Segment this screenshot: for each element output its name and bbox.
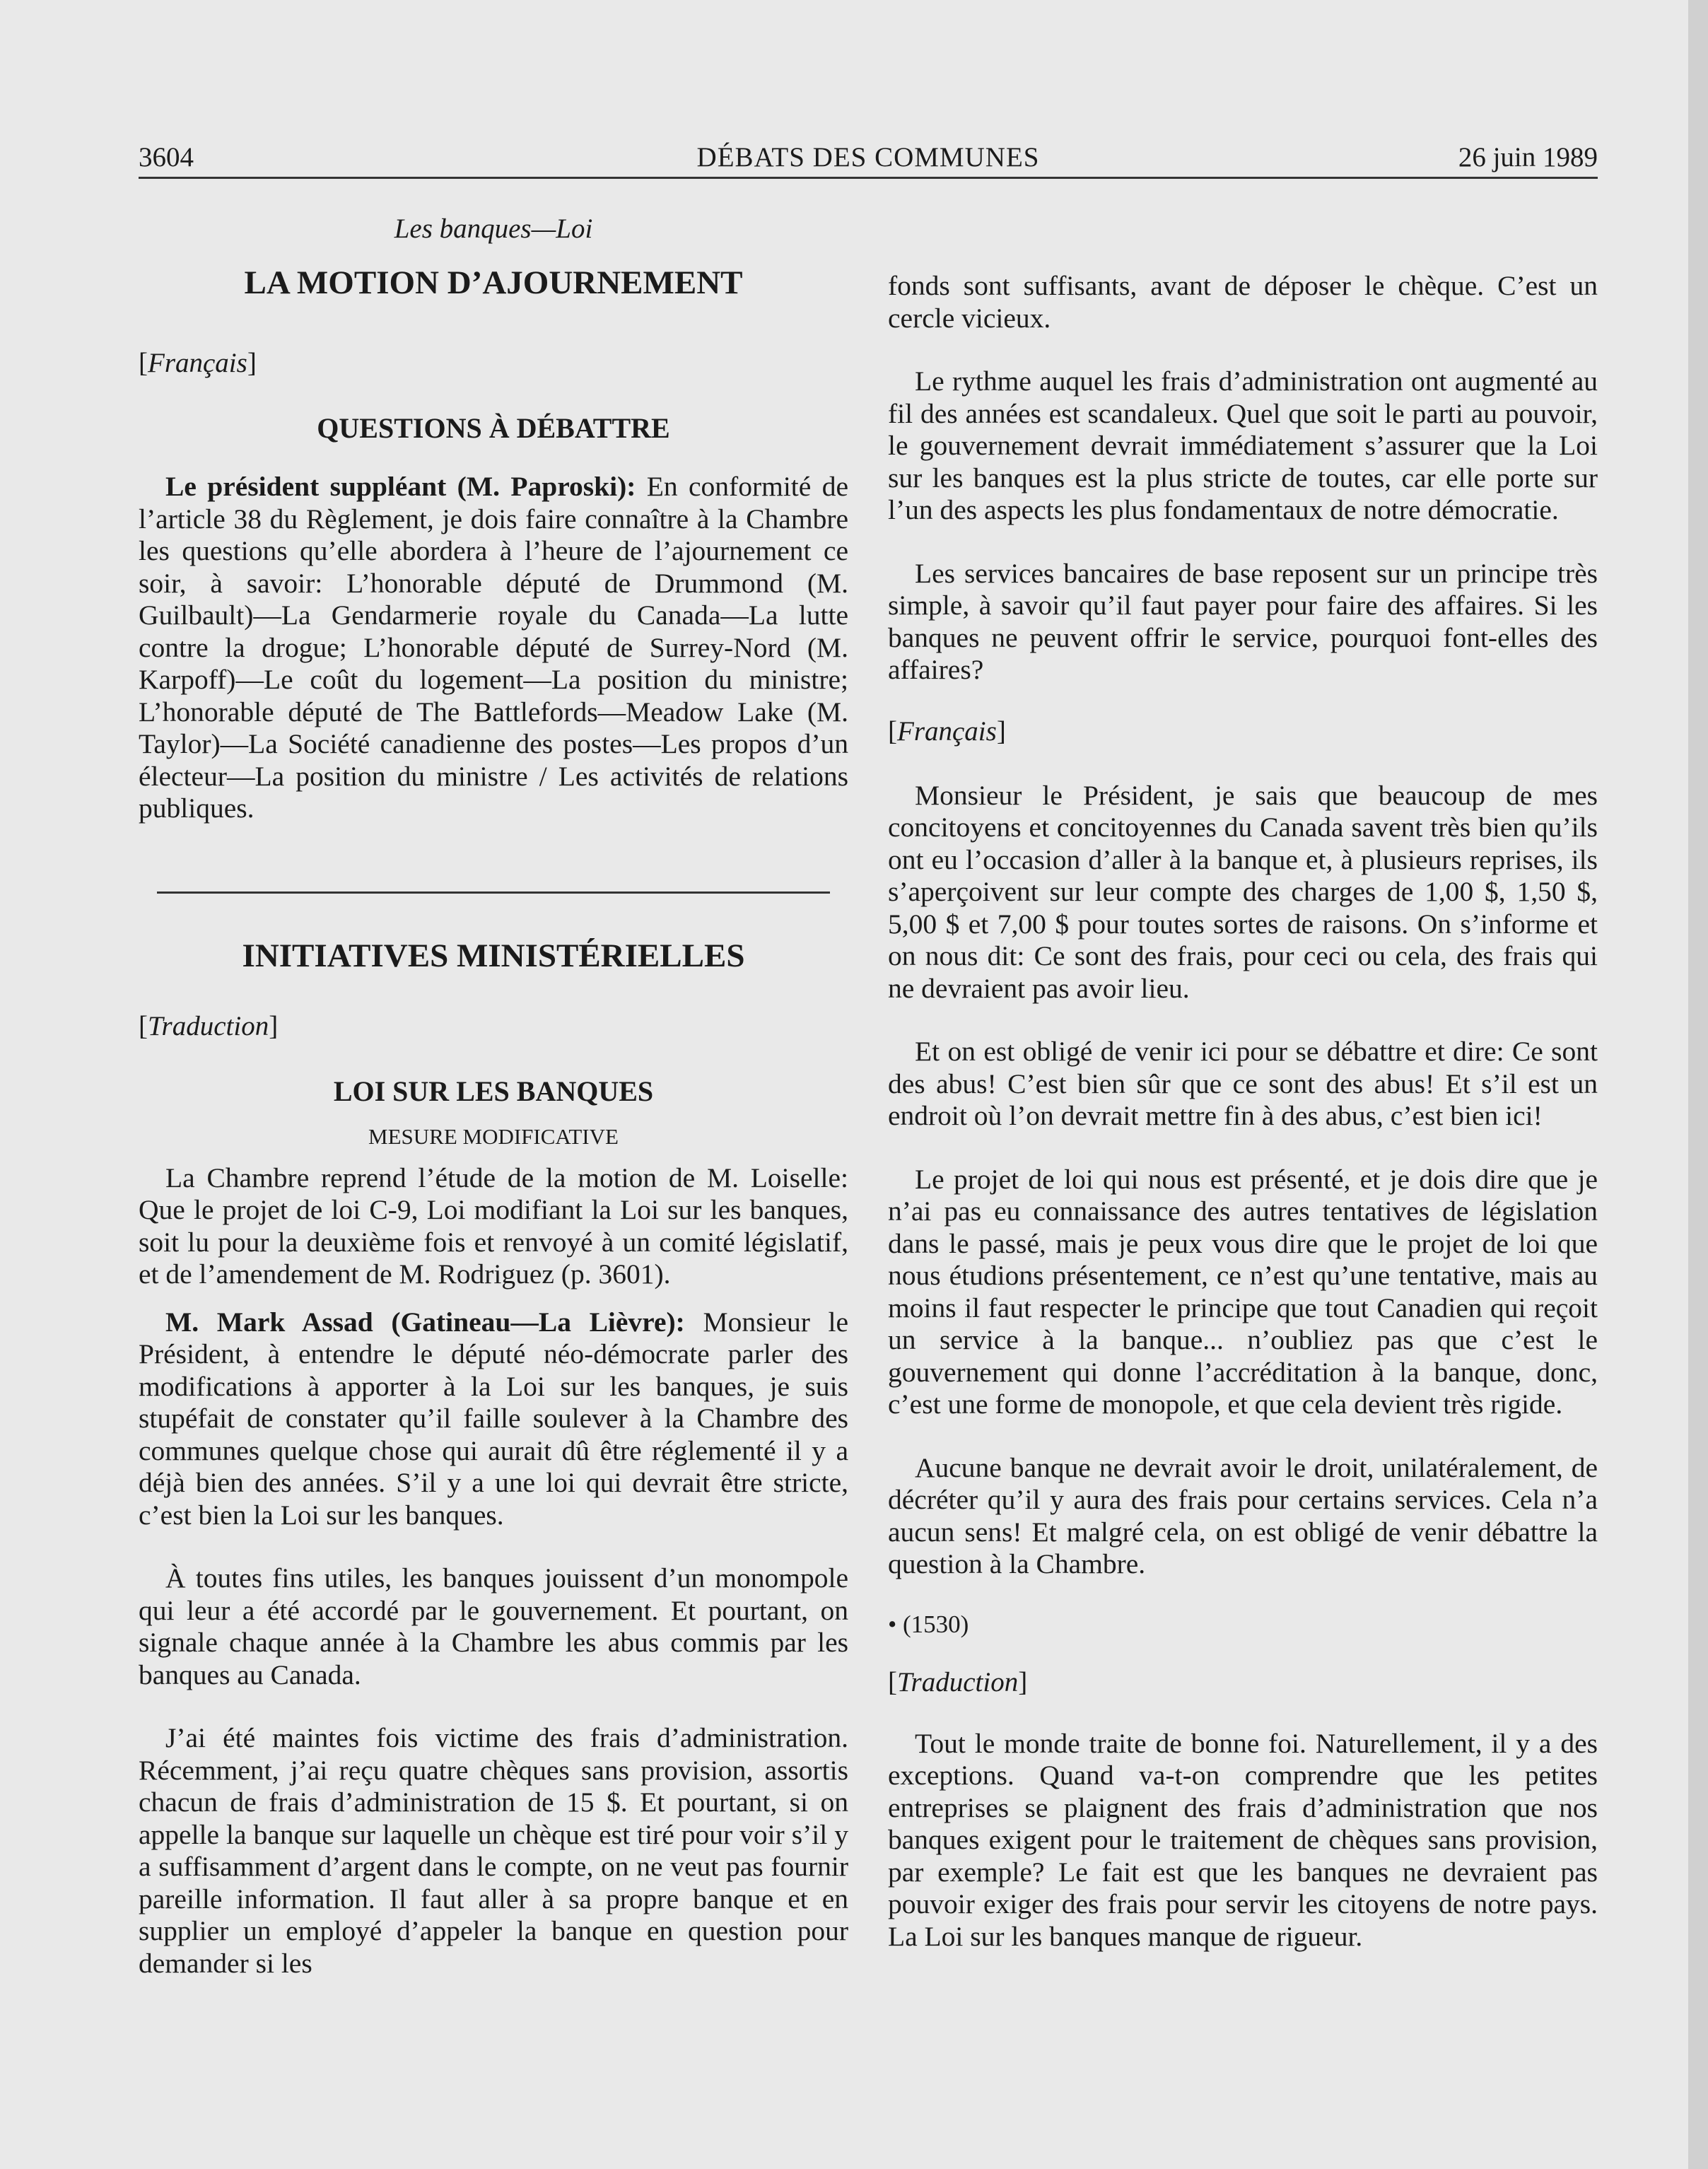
paragraph-monopoly: À toutes fins utiles, les banques jouissent d’un monompole qui leur a été accordé par le gouvernement. Et pourtant, on signale chaque année à la Chambre les abus commis par les banques au Canada.: [139, 1562, 848, 1690]
subsection-title-bank-act: LOI SUR LES BANQUES: [333, 1075, 654, 1107]
section-title-adjournment: LA MOTION D’AJOURNEMENT: [244, 264, 743, 301]
language-tag-text: Français: [148, 348, 247, 378]
paragraph-bill: Le projet de loi qui nous est présenté, et je dois dire que je n’ai pas eu connaissance des autres tentatives de législation dans le passé, mais je peux vous dire que le projet de loi que nous étudions présentement, ce n’est qu’une tentative, mais au moins il faut respecter le principe que tout Canadien qui reçoit un service à la banque... n’oubliez pas que c’est le gouvernement qui donne l’accréditation à la banque, donc, c’est une forme de monopole, et que cela devient très rigide.: [888, 1163, 1598, 1420]
page-number: 3604: [139, 142, 194, 173]
subsection-subtitle: MESURE MODIFICATIVE: [368, 1123, 619, 1149]
section-title-initiatives: INITIATIVES MINISTÉRIELLES: [242, 937, 745, 974]
paragraph-basic-services: Les services bancaires de base reposent sur un principe très simple, à savoir qu’il faut payer pour faire des affaires. Si les banques ne peuvent offrir le service, pourquoi font-elles des affaires?: [888, 557, 1598, 685]
paragraph-motion: La Chambre reprend l’étude de la motion de M. Loiselle: Que le projet de loi C-9, Loi modifiant la Loi sur les banques, soit lu pour la deuxième fois et renvoyé à un comité législatif, et de l’amendement de M. Rodriguez (p. 3601).: [139, 1162, 848, 1290]
speaker-name: Le président suppléant (M. Paproski):: [165, 471, 636, 502]
language-tag-text: Traduction: [897, 1666, 1019, 1697]
paragraph-text: En conformité de l’article 38 du Règlement, je dois faire connaître à la Chambre les questions qu’elle abordera à l’heure de l’ajournement ce soir, à savoir: L’honorable député de Drummond (M. Guilbault)—La Gendarmerie royale du Canada—La lutte contre la drogue; L’honorable député de Surrey-Nord (M. Karpoff)—Le coût du logement—La position du ministre; L’honorable député de The Battlefords—Meadow Lake (M. Taylor)—La Société canadienne des postes—Les propos d’un électeur—La position du ministre / Les activités de relations publiques.: [139, 471, 848, 824]
publication-date: 26 juin 1989: [1458, 142, 1598, 173]
paragraph-rhythm: Le rythme auquel les frais d’administration ont augmenté au fil des années est scandaleux. Quel que soit le parti au pouvoir, le gouvernement devrait immédiatement s’assurer que la Loi sur les banques est la plus stricte de toutes, car elle porte sur l’un des aspects les plus fondamentaux de notre démocratie.: [888, 366, 1598, 525]
language-tag: [Traduction]: [139, 1010, 279, 1041]
paragraph-charges: Monsieur le Président, je sais que beaucoup de mes concitoyens et concitoyennes du Canada savent très bien qu’ils ont eu l’occasion d’aller à la banque et, à plusieurs reprises, ils s’aperçoivent sur leur compte des charges de 1,00 $, 1,50 $, 5,00 $ et 7,00 $ pour toutes sortes de raisons. On s’informe et on nous dit: Ce sont des frais, pour ceci ou cela, des frais qui ne devraient pas avoir lieu.: [888, 779, 1598, 1004]
page-header: [139, 139, 1598, 179]
language-tag: [Français]: [139, 348, 257, 378]
section-divider: [157, 891, 830, 894]
language-tag-text: Traduction: [148, 1010, 269, 1041]
paragraph-speaker-paproski: [139, 471, 848, 825]
speaker-name: M. Mark Assad (Gatineau—La Lièvre):: [165, 1306, 685, 1338]
left-column: [139, 212, 848, 1980]
paragraph-continuation: fonds sont suffisants, avant de déposer le chèque. C’est un cercle vicieux.: [888, 270, 1598, 334]
paragraph-good-faith: Tout le monde traite de bonne foi. Naturellement, il y a des exceptions. Quand va-t-on comprendre que les petites entreprises se plaignent des frais d’administration que nos banques exigent pour le traitement de chèques sans provision, par exemple? Le fait est que les banques ne devraient pas pouvoir exiger des frais pour servir les citoyens de notre pays. La Loi sur les banques manque de rigueur.: [888, 1727, 1598, 1952]
language-tag: [Français]: [888, 715, 1006, 747]
subject-heading: Les banques—Loi: [394, 214, 593, 244]
subsection-title-questions: QUESTIONS À DÉBATTRE: [317, 412, 670, 444]
paragraph-abuses: Et on est obligé de venir ici pour se débattre et dire: Ce sont des abus! C’est bien sûr que ce sont des abus! Et s’il est un endroit où l’on devrait mettre fin à des abus, c’est bien ici!: [888, 1036, 1598, 1131]
publication-title: DÉBATS DES COMMUNES: [696, 142, 1040, 173]
language-tag-text: Français: [897, 715, 997, 747]
right-column: [888, 270, 1598, 1953]
paragraph-text: Monsieur le Président, à entendre le député néo-démocrate parler des modifications à apporter à la Loi sur les banques, je suis stupéfait de constater qu’il faille soulever à la Chambre des communes quelque chose qui aurait dû être réglementé il y a déjà bien des années. S’il y a une loi qui devrait être stricte, c’est bien la Loi sur les banques.: [139, 1306, 848, 1531]
paragraph-unilateral: Aucune banque ne devrait avoir le droit, unilatéralement, de décréter qu’il y aura des frais pour certains services. Cela n’a aucun sens! Et malgré cela, on est obligé de venir débattre la question à la Chambre.: [888, 1451, 1598, 1579]
scan-edge: [1688, 0, 1708, 2169]
paragraph-speaker-assad: [139, 1306, 848, 1532]
timestamp-marker: • (1530): [888, 1610, 969, 1638]
language-tag: [Traduction]: [888, 1666, 1028, 1697]
paragraph-admin-fees: J’ai été maintes fois victime des frais d’administration. Récemment, j’ai reçu quatre chèques sans provision, assortis chacun de frais d’administration de 15 $. Et pourtant, si on appelle la banque sur laquelle un chèque est tiré pour voir s’il y a suffisamment d’argent dans le compte, on ne veut pas fournir pareille information. Il faut aller à sa propre banque et en supplier un employé d’appeler la banque en question pour demander si les: [139, 1722, 848, 1979]
